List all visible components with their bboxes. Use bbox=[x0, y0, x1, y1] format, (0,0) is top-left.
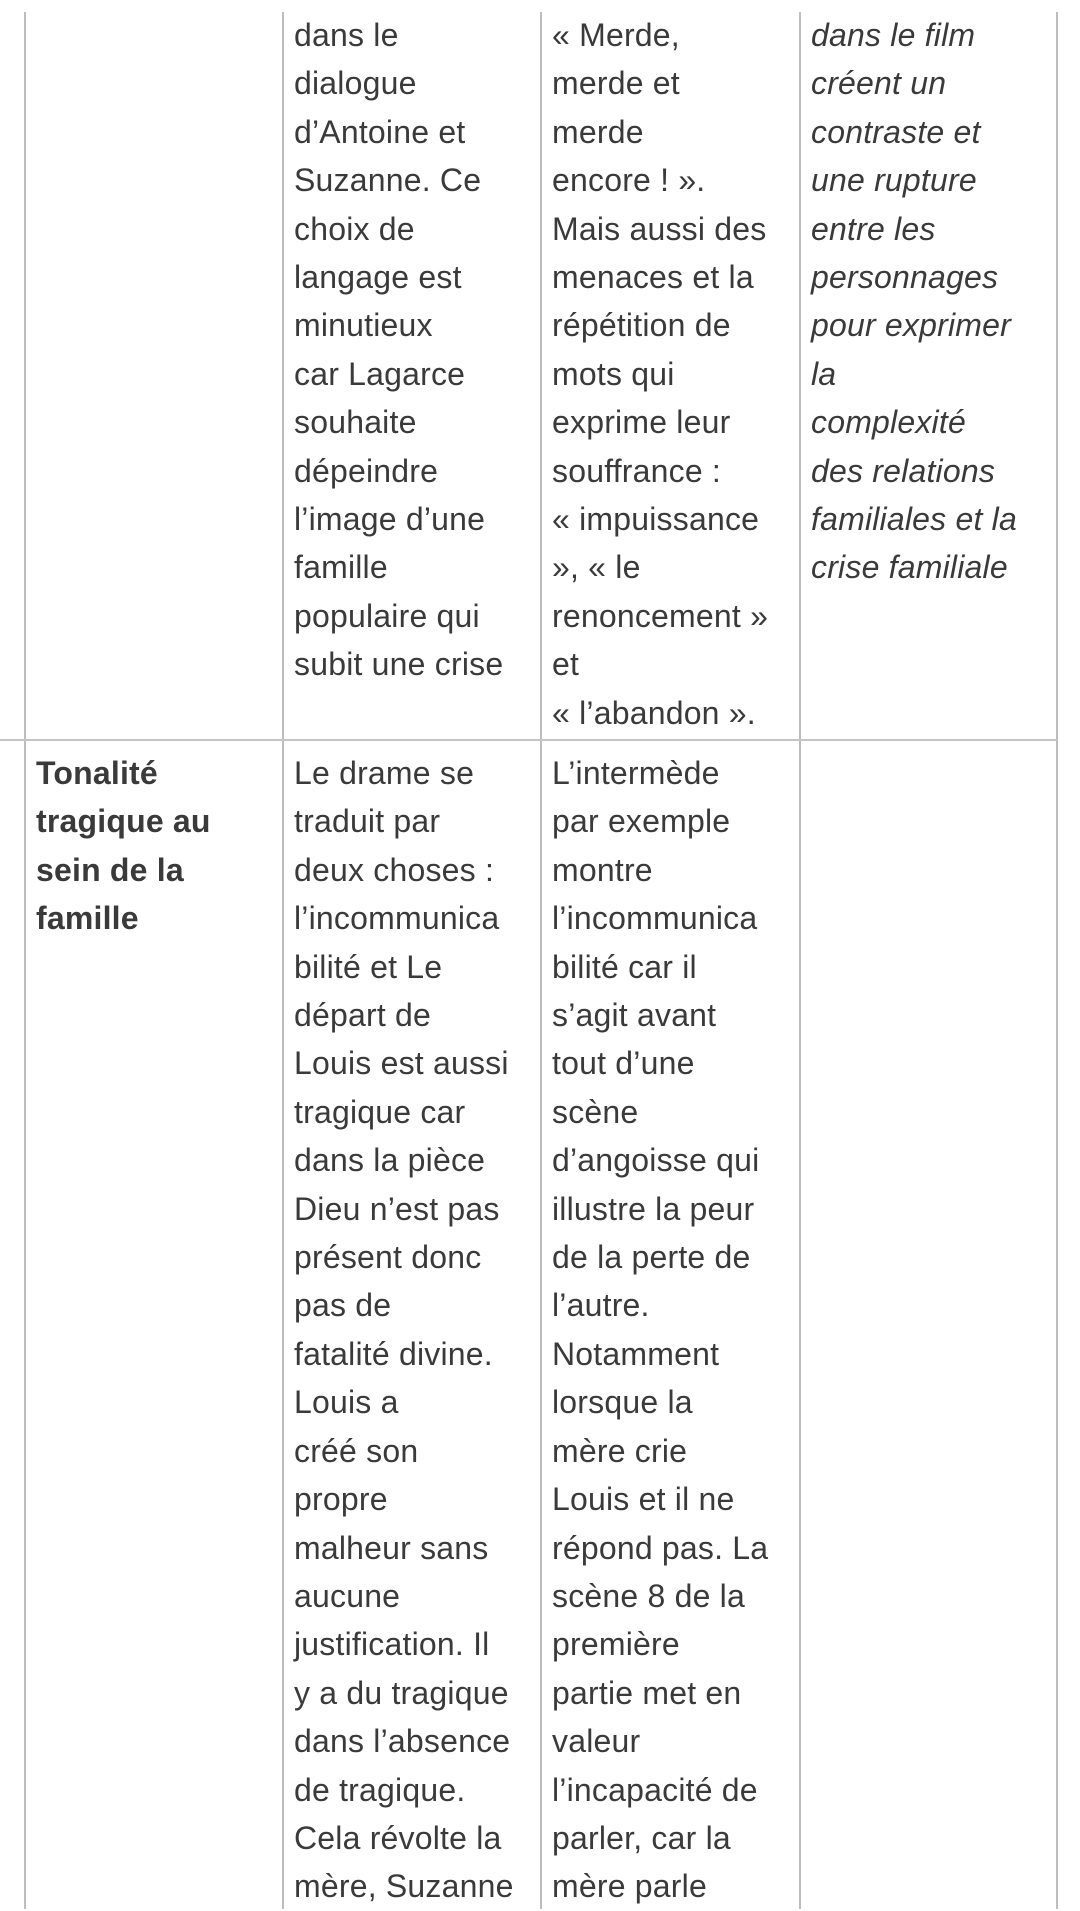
table-cell-film-comparison: dans le film créent un contraste et une rupture entre les personnages pour exprimer la complexité des relations familiales et la crise familiale bbox=[811, 17, 1017, 586]
table-cell-examples: « Merde, merde et merde encore ! ». Mais aussi des menaces et la répétition de mots qui exprime leur souffrance : « impuissance », « le renoncement » et « l’abandon ». bbox=[552, 17, 769, 731]
table-cell-examples: L’intermède par exemple montre l’incommunica bilité car il s’agit avant tout d’une scène d’angoisse qui illustre la peur de la perte de l’autre. Notamment lorsque la mère crie Louis et il ne répond pas. La scène 8 de la première partie met en valeur l’incapacité de parler, car la mère parle bbox=[552, 755, 769, 1905]
table-cell-analysis: Le drame se traduit par deux choses : l’incommunica bilité et Le départ de Louis est aussi tragique car dans la pièce Dieu n’est pas présent donc pas de fatalité divine. Louis a créé son propre malheur sans aucune justification. Il y a du tragique dans l’absence de tragique. Cela révolte la mère, Suzanne bbox=[294, 755, 514, 1905]
table-cell-analysis: dans le dialogue d’Antoine et Suzanne. Ce choix de langage est minutieux car Lagarce souhaite dépeindre l’image d’une famille populaire qui subit une crise bbox=[294, 17, 504, 683]
table-row bbox=[0, 0, 1080, 741]
table-cell-theme bbox=[24, 0, 282, 741]
table-cell-film-comparison bbox=[799, 741, 1056, 1909]
table-cell-theme: Tonalité tragique au sein de la famille bbox=[36, 755, 211, 937]
table-row bbox=[0, 741, 1080, 1909]
